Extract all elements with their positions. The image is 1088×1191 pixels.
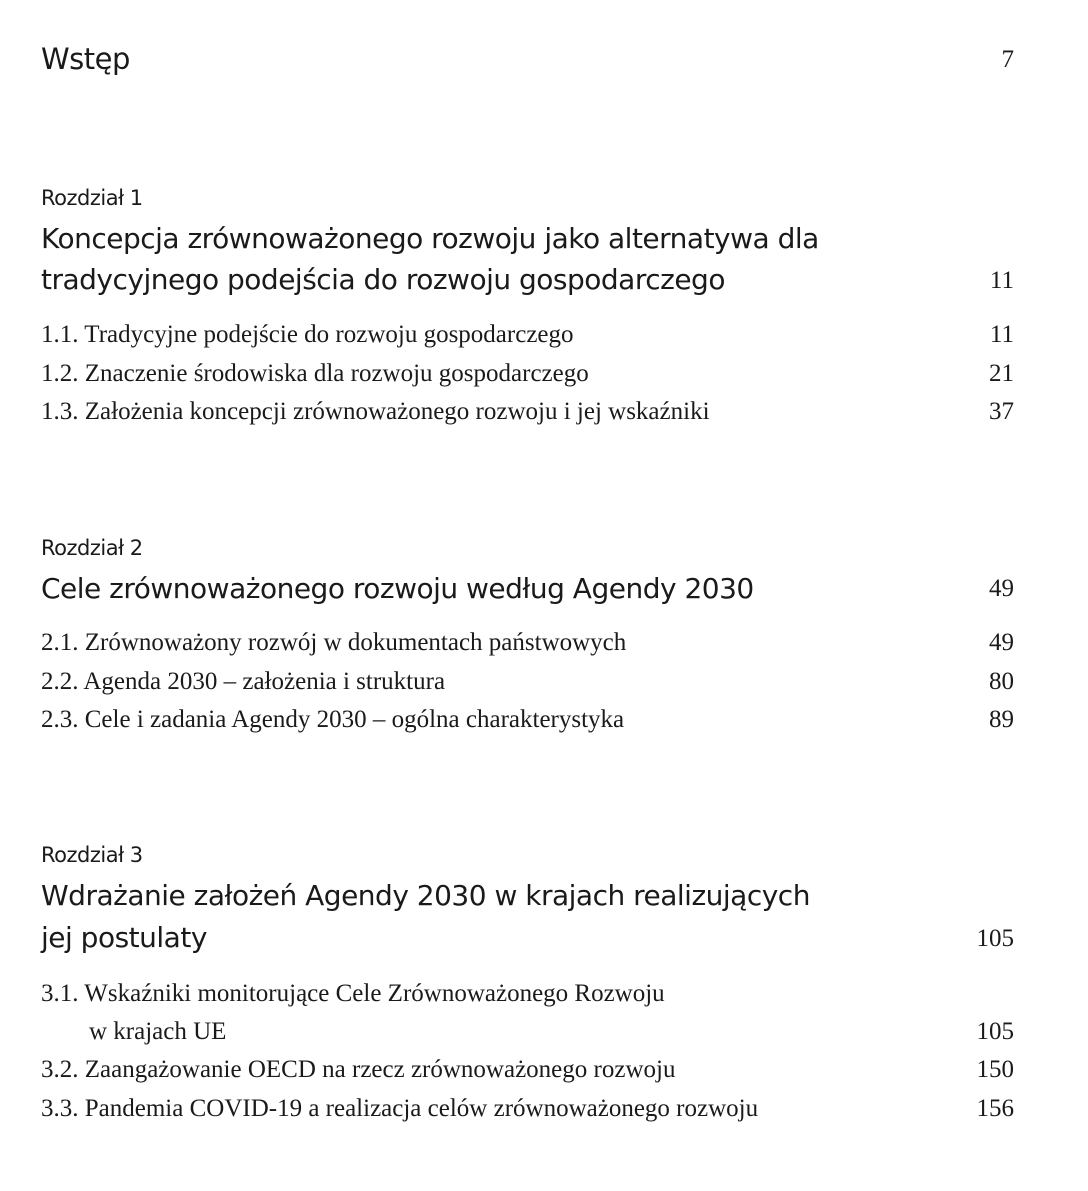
chapter-1-title-line-1: Koncepcja zrównoważonego rozwoju jako alternatywa dla	[41, 222, 819, 255]
chapter-3-title-line-1: Wdrażanie założeń Agendy 2030 w krajach realizujących	[41, 879, 810, 912]
chapter-3-label: Rozdział 3	[41, 843, 143, 867]
chapter-2-title-line-1: Cele zrównoważonego rozwoju według Agendy 2030	[41, 572, 754, 605]
section-1-3: 1.3. Założenia koncepcji zrównoważonego rozwoju i jej wskaźniki	[41, 398, 710, 425]
section-2-2-page: 80	[989, 668, 1014, 695]
section-1-2-page: 21	[989, 360, 1014, 387]
intro-page-number: 7	[1001, 46, 1014, 73]
section-3-1: 3.1. Wskaźniki monitorujące Cele Zrównoważonego Rozwoju	[41, 980, 665, 1007]
section-3-1-page: 105	[976, 1018, 1014, 1045]
section-1-3-page: 37	[989, 398, 1014, 425]
section-2-1: 2.1. Zrównoważony rozwój w dokumentach państwowych	[41, 629, 627, 656]
section-3-2: 3.2. Zaangażowanie OECD na rzecz zrównoważonego rozwoju	[41, 1056, 676, 1083]
chapter-1-label: Rozdział 1	[41, 186, 143, 210]
chapter-1-title-line-2: tradycyjnego podejścia do rozwoju gospodarczego	[41, 263, 725, 296]
section-2-3: 2.3. Cele i zadania Agendy 2030 – ogólna charakterystyka	[41, 706, 625, 733]
section-3-3-page: 156	[976, 1095, 1014, 1122]
section-1-1-page: 11	[989, 321, 1014, 348]
section-3-2-page: 150	[976, 1056, 1014, 1083]
section-1-2: 1.2. Znaczenie środowiska dla rozwoju gospodarczego	[41, 360, 589, 387]
chapter-3-page-number: 105	[976, 925, 1014, 952]
chapter-2-label: Rozdział 2	[41, 536, 143, 560]
section-2-2: 2.2. Agenda 2030 – założenia i struktura	[41, 668, 446, 695]
intro-title: Wstęp	[41, 42, 130, 76]
section-2-1-page: 49	[989, 629, 1014, 656]
chapter-2-page-number: 49	[989, 575, 1014, 602]
chapter-3-title-line-2: jej postulaty	[41, 921, 207, 954]
section-3-3: 3.3. Pandemia COVID-19 a realizacja celów zrównoważonego rozwoju	[41, 1095, 759, 1122]
chapter-1-page-number: 11	[989, 267, 1014, 294]
section-2-3-page: 89	[989, 706, 1014, 733]
section-3-1-continuation: w krajach UE	[89, 1018, 227, 1045]
section-1-1: 1.1. Tradycyjne podejście do rozwoju gospodarczego	[41, 321, 574, 348]
